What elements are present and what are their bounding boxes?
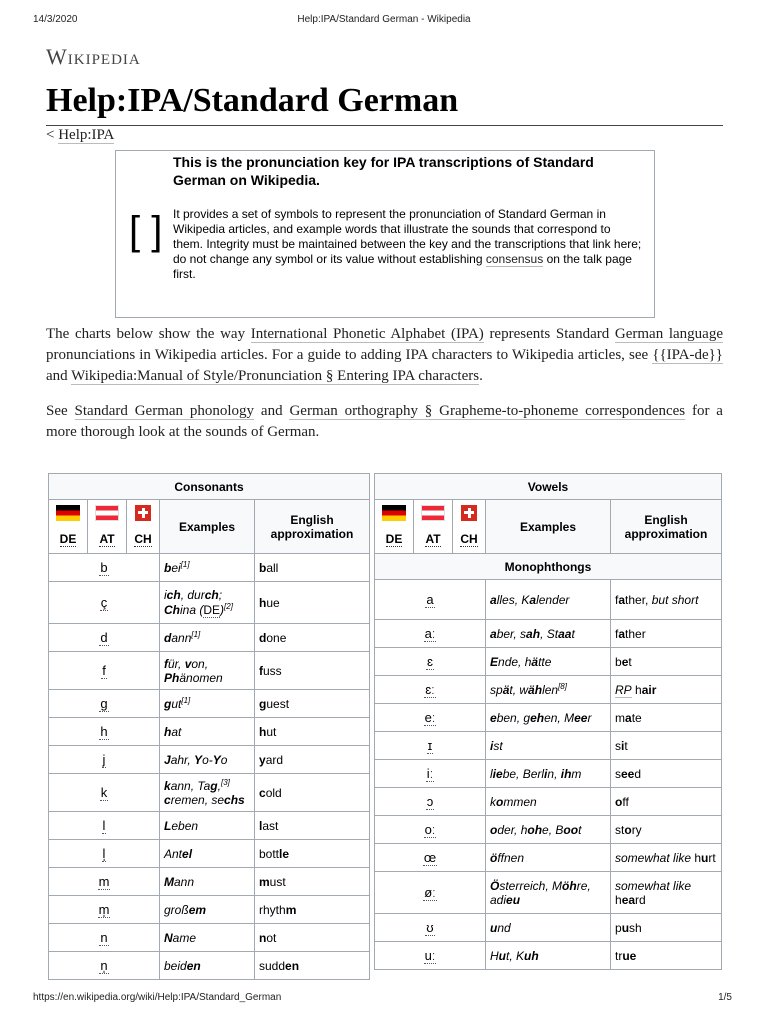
ipa-symbol-cell	[49, 812, 160, 840]
english-approximation-cell: off	[611, 788, 722, 816]
consonants-row	[49, 746, 370, 774]
ipa-symbol-cell	[375, 872, 486, 914]
english-approximation-cell: last	[255, 812, 370, 840]
flag-de-cell	[375, 500, 414, 526]
ipa-symbol-cell	[49, 554, 160, 582]
phonology-link[interactable]: Standard German phonology	[74, 403, 255, 419]
vowels-row	[375, 788, 722, 816]
text: See	[46, 403, 75, 419]
ipa-symbol-link[interactable]: ɔ	[426, 794, 434, 809]
example-cell: oder, hohe, Boot	[486, 816, 611, 844]
consonants-row	[49, 774, 370, 812]
vowels-row	[375, 844, 722, 872]
example-cell: beiden	[160, 952, 255, 980]
notice-body-end: on the talk page first.	[173, 252, 632, 281]
ipa-symbol-cell	[49, 718, 160, 746]
consonants-row	[49, 554, 370, 582]
consonants-row	[49, 812, 370, 840]
example-cell: gut[1]	[160, 690, 255, 718]
english-approximation-cell: fuss	[255, 652, 370, 690]
consonants-row	[49, 868, 370, 896]
vowels-title: Vowels	[375, 474, 722, 500]
example-cell: ich, durch; China (DE)[2]	[160, 582, 255, 624]
ipa-symbol-link[interactable]: m	[98, 874, 110, 889]
vowels-table	[374, 473, 722, 970]
vowels-row	[375, 704, 722, 732]
print-tab-title: Help:IPA/Standard German - Wikipedia	[297, 14, 471, 25]
code-de-cell	[375, 526, 414, 554]
ipa-symbol-cell	[49, 952, 160, 980]
english-approximation-cell: hut	[255, 718, 370, 746]
text: represents Standard	[483, 326, 615, 342]
example-cell: dann[1]	[160, 624, 255, 652]
ipa-symbol-cell	[375, 788, 486, 816]
germany-flag-icon	[56, 505, 80, 521]
ipa-symbol-cell	[375, 704, 486, 732]
ipa-symbol-link[interactable]: k	[100, 785, 108, 800]
example-cell: Hut, Kuh	[486, 942, 611, 970]
english-approximation-cell: must	[255, 868, 370, 896]
text: pronunciations in Wikipedia articles. For a guide to adding IPA characters to Wikipedia articles, see	[46, 347, 653, 363]
ipa-symbol-link[interactable]: uː	[424, 948, 436, 963]
ipa-symbol-cell	[375, 760, 486, 788]
wikipedia-wordmark[interactable]: Wikipedia	[46, 44, 141, 69]
flag-de-cell	[49, 500, 88, 526]
ipa-symbol-cell	[49, 896, 160, 924]
english-approximation-cell: father	[611, 620, 722, 648]
text: .	[479, 368, 483, 384]
english-approximation-cell: not	[255, 924, 370, 952]
ipa-symbol-cell	[49, 652, 160, 690]
ipa-symbol-link[interactable]: ɛ	[427, 654, 433, 669]
intro-paragraph	[46, 324, 723, 387]
ipa-symbol-cell	[375, 620, 486, 648]
example-cell: öffnen	[486, 844, 611, 872]
ipa-symbol-link[interactable]: œ	[423, 850, 437, 865]
ipa-de-template-link[interactable]: {{IPA-de}}	[652, 347, 723, 363]
example-cell: kann, Tag,[3] cremen, sechs	[160, 774, 255, 812]
ipa-link[interactable]: International Phonetic Alphabet (IPA)	[250, 326, 484, 342]
english-approximation-cell: done	[255, 624, 370, 652]
ipa-symbol-cell	[49, 840, 160, 868]
example-cell: spät, wählen[8]	[486, 676, 611, 704]
ipa-symbol-cell	[49, 624, 160, 652]
ipa-symbol-link[interactable]: n	[100, 930, 108, 945]
ipa-symbol-link[interactable]: eː	[424, 710, 436, 725]
germany-flag-icon	[382, 505, 406, 521]
vowels-row	[375, 676, 722, 704]
print-url: https://en.wikipedia.org/wiki/Help:IPA/Standard_German	[33, 992, 282, 1003]
example-cell: und	[486, 914, 611, 942]
text: The charts below show the way	[46, 326, 251, 342]
breadcrumb-prefix: <	[46, 127, 59, 143]
vowels-row	[375, 816, 722, 844]
consonants-row	[49, 952, 370, 980]
english-header: English approximation	[611, 500, 722, 554]
ipa-symbol-link[interactable]: aː	[424, 626, 436, 641]
ipa-symbol-cell	[49, 774, 160, 812]
ipa-symbol-link[interactable]: l	[102, 818, 106, 833]
example-cell: Jahr, Yo-Yo	[160, 746, 255, 774]
text: for a more thorough look at the sounds of German.	[46, 403, 723, 440]
ipa-symbol-link[interactable]: ɛː	[425, 682, 435, 697]
flag-ch-cell	[453, 500, 486, 526]
consensus-link[interactable]: consensus	[485, 252, 544, 266]
ipa-symbol-cell	[375, 942, 486, 970]
austria-flag-icon	[421, 505, 445, 521]
print-date: 14/3/2020	[33, 14, 78, 25]
example-cell: Ende, hätte	[486, 648, 611, 676]
ipa-symbol-cell	[49, 690, 160, 718]
english-approximation-cell: bottle	[255, 840, 370, 868]
english-approximation-cell: true	[611, 942, 722, 970]
text: and	[254, 403, 290, 419]
english-approximation-cell: yard	[255, 746, 370, 774]
ipa-symbol-cell	[375, 648, 486, 676]
ipa-symbol-link[interactable]: ɪ	[427, 738, 433, 753]
see-also-paragraph	[46, 401, 723, 443]
vowels-row	[375, 942, 722, 970]
consonants-row	[49, 896, 370, 924]
ipa-symbol-cell	[49, 582, 160, 624]
consonants-row	[49, 624, 370, 652]
ipa-symbol-cell	[49, 924, 160, 952]
ipa-symbol-link[interactable]: n̩	[100, 958, 108, 973]
english-approximation-cell: cold	[255, 774, 370, 812]
example-cell: Mann	[160, 868, 255, 896]
ipa-symbol-link[interactable]: iː	[426, 766, 434, 781]
ipa-symbol-cell	[375, 816, 486, 844]
code-at[interactable]: AT	[425, 532, 441, 547]
ipa-symbol-cell	[49, 868, 160, 896]
title-divider	[46, 125, 723, 126]
ipa-symbol-link[interactable]: b	[100, 560, 108, 575]
consonants-row	[49, 690, 370, 718]
ipa-symbol-link[interactable]: ɡ	[100, 696, 108, 711]
ipa-symbol-link[interactable]: øː	[424, 885, 436, 900]
code-at-cell	[88, 526, 127, 554]
code-de[interactable]: DE	[385, 532, 403, 547]
mos-pronunciation-link[interactable]: Wikipedia:Manual of Style/Pronunciation § Entering IPA characters	[71, 368, 480, 384]
ipa-symbol-cell	[375, 580, 486, 620]
consonants-row	[49, 924, 370, 952]
ipa-symbol-link[interactable]: d	[100, 630, 108, 645]
example-cell: aber, sah, Staat	[486, 620, 611, 648]
example-cell: Leben	[160, 812, 255, 840]
consonants-table	[48, 473, 370, 980]
flag-ch-cell	[127, 500, 160, 526]
page-title: Help:IPA/Standard German	[46, 82, 459, 119]
notice-body-text: It provides a set of symbols to represent the pronunciation of Standard German in Wikipedia articles, and example words that illustrate the sounds that correspond to them. Integrity must be maintained between the key and the transcriptions that link here; do not change any symbol or its value without establishing	[173, 207, 642, 266]
orthography-link[interactable]: German orthography § Grapheme-to-phoneme correspondences	[289, 403, 686, 419]
switzerland-flag-icon	[461, 505, 477, 521]
english-approximation-cell: seed	[611, 760, 722, 788]
flag-at-cell	[88, 500, 127, 526]
ipa-symbol-cell	[375, 844, 486, 872]
ipa-symbol-cell	[375, 676, 486, 704]
english-approximation-cell: sudden	[255, 952, 370, 980]
text: and	[46, 368, 72, 384]
flag-at-cell	[414, 500, 453, 526]
ipa-symbol-link[interactable]: ʊ	[426, 920, 434, 935]
english-header: English approximation	[255, 500, 370, 554]
notice-heading: This is the pronunciation key for IPA transcriptions of Standard German on Wikipedia.	[173, 154, 594, 188]
english-approximation-cell: mate	[611, 704, 722, 732]
english-approximation-cell: ball	[255, 554, 370, 582]
ipa-symbol-link[interactable]: l̩	[102, 846, 106, 861]
example-cell: Antel	[160, 840, 255, 868]
ipa-symbol-link[interactable]: j	[102, 752, 106, 767]
ipa-symbol-cell	[49, 746, 160, 774]
breadcrumb	[46, 127, 114, 144]
austria-flag-icon	[95, 505, 119, 521]
english-approximation-cell: father, but short	[611, 580, 722, 620]
ipa-symbol-cell	[375, 914, 486, 942]
ipa-symbol-link[interactable]: oː	[424, 822, 436, 837]
ipa-symbol-link[interactable]: ç	[100, 595, 108, 610]
consonants-row	[49, 718, 370, 746]
notice-body	[173, 207, 643, 282]
vowels-row	[375, 872, 722, 914]
consonants-row	[49, 652, 370, 690]
example-cell: großem	[160, 896, 255, 924]
code-ch[interactable]: CH	[460, 532, 478, 547]
vowels-row	[375, 648, 722, 676]
print-page-number: 1/5	[718, 992, 732, 1003]
example-cell: ist	[486, 732, 611, 760]
example-cell: hat	[160, 718, 255, 746]
example-cell: für, von, Phänomen	[160, 652, 255, 690]
example-cell: alles, Kalender	[486, 580, 611, 620]
code-at[interactable]: AT	[99, 532, 115, 547]
english-approximation-cell: somewhat like hurt	[611, 844, 722, 872]
vowels-row	[375, 760, 722, 788]
example-cell: bei[1]	[160, 554, 255, 582]
code-ch-cell	[453, 526, 486, 554]
english-approximation-cell: sit	[611, 732, 722, 760]
code-at-cell	[414, 526, 453, 554]
consonants-row	[49, 840, 370, 868]
switzerland-flag-icon	[135, 505, 151, 521]
english-approximation-cell: somewhat like heard	[611, 872, 722, 914]
ipa-symbol-link[interactable]: a	[426, 592, 434, 607]
vowels-row	[375, 732, 722, 760]
pronunciation-key-notice	[115, 150, 655, 318]
english-approximation-cell: hue	[255, 582, 370, 624]
english-approximation-cell: rhythm	[255, 896, 370, 924]
code-ch-cell	[127, 526, 160, 554]
examples-header: Examples	[160, 500, 255, 554]
ipa-brackets-icon: [ ]	[129, 209, 163, 253]
english-approximation-cell: push	[611, 914, 722, 942]
code-de[interactable]: DE	[59, 532, 77, 547]
vowels-row	[375, 580, 722, 620]
ipa-symbol-link[interactable]: f	[102, 663, 106, 678]
examples-header: Examples	[486, 500, 611, 554]
vowels-row	[375, 914, 722, 942]
help-ipa-link[interactable]: Help:IPA	[58, 127, 115, 143]
example-cell: Österreich, Möhre, adieu	[486, 872, 611, 914]
english-approximation-cell: bet	[611, 648, 722, 676]
consonants-title: Consonants	[49, 474, 370, 500]
ipa-symbol-link[interactable]: m̩	[98, 902, 110, 917]
example-cell: kommen	[486, 788, 611, 816]
example-cell: liebe, Berlin, ihm	[486, 760, 611, 788]
german-language-link[interactable]: German language	[614, 326, 723, 342]
vowels-row	[375, 620, 722, 648]
consonants-row	[49, 582, 370, 624]
example-cell: eben, gehen, Meer	[486, 704, 611, 732]
example-cell: Name	[160, 924, 255, 952]
monophthongs-header: Monophthongs	[375, 554, 722, 580]
code-ch[interactable]: CH	[134, 532, 152, 547]
english-approximation-cell: guest	[255, 690, 370, 718]
code-de-cell	[49, 526, 88, 554]
english-approximation-cell: RP hair	[611, 676, 722, 704]
english-approximation-cell: story	[611, 816, 722, 844]
ipa-symbol-cell	[375, 732, 486, 760]
ipa-symbol-link[interactable]: h	[100, 724, 108, 739]
